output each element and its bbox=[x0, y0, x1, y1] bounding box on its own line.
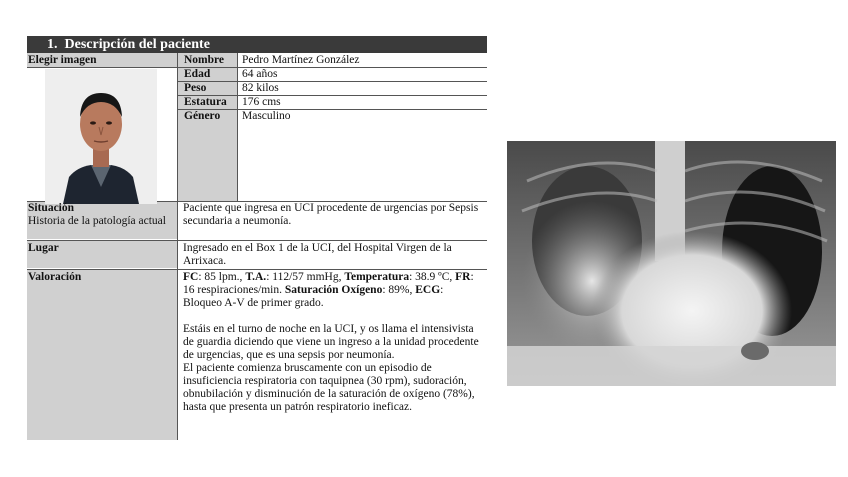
paragraph-1-line-1: Estáis en el turno de noche en la UCI, y os llama el intensivista bbox=[183, 323, 474, 335]
lugar-line-2: Arrixaca. bbox=[183, 255, 227, 267]
valoracion-label: Valoración bbox=[28, 271, 82, 283]
genero-value: Masculino bbox=[242, 110, 291, 122]
historia-label: Historia de la patología actual bbox=[28, 215, 166, 227]
edad-label: Edad bbox=[184, 68, 211, 80]
situacion-line-1: Paciente que ingresa en UCI procedente de urgencias por Sepsis bbox=[183, 202, 479, 214]
paragraph-1-line-2: de guardia diciendo que viene un ingreso a la unidad procedente bbox=[183, 336, 479, 348]
lugar-line-1: Ingresado en el Box 1 de la UCI, del Hospital Virgen de la bbox=[183, 242, 452, 254]
section-number: 1. bbox=[47, 37, 58, 52]
chest-xray-image bbox=[507, 141, 836, 386]
paragraph-2-line-4: hasta que presenta un patrón respiratorio ineficaz. bbox=[183, 401, 412, 413]
paragraph-2-line-1: El paciente comienza bruscamente con un episodio de bbox=[183, 362, 432, 374]
estatura-value: 176 cms bbox=[242, 96, 281, 108]
vitals-line-1: FC: 85 lpm., T.A.: 112/57 mmHg, Temperatura: 38.9 ºC, FR: bbox=[183, 271, 474, 283]
lugar-label: Lugar bbox=[28, 242, 59, 254]
situacion-label: Situación bbox=[28, 202, 75, 214]
vitals-line-2: 16 respiraciones/min. Saturación Oxígeno: 89%, ECG: bbox=[183, 284, 444, 296]
paragraph-2-line-2: insuficiencia respiratoria con taquipnea (30 rpm), sudoración, bbox=[183, 375, 467, 387]
nombre-value: Pedro Martínez González bbox=[242, 54, 360, 66]
paragraph-1-line-3: de urgencias, que es una sepsis por neumonía. bbox=[183, 349, 395, 361]
patient-description-document bbox=[27, 36, 487, 440]
edad-value: 64 años bbox=[242, 68, 278, 80]
elegir-imagen-label: Elegir imagen bbox=[28, 54, 97, 66]
nombre-label: Nombre bbox=[184, 54, 225, 66]
vitals-line-3: Bloqueo A-V de primer grado. bbox=[183, 297, 324, 309]
section-title: Descripción del paciente bbox=[64, 37, 210, 52]
situacion-line-2: secundaria a neumonía. bbox=[183, 215, 292, 227]
genero-label: Género bbox=[184, 110, 221, 122]
section-header bbox=[27, 36, 487, 53]
valoracion-label-bg bbox=[27, 270, 177, 440]
estatura-label: Estatura bbox=[184, 96, 227, 108]
patient-photo[interactable] bbox=[45, 69, 157, 204]
peso-value: 82 kilos bbox=[242, 82, 279, 94]
peso-label: Peso bbox=[184, 82, 207, 94]
paragraph-2-line-3: obnubilación y disminución de la saturación de oxígeno (78%), bbox=[183, 388, 475, 400]
